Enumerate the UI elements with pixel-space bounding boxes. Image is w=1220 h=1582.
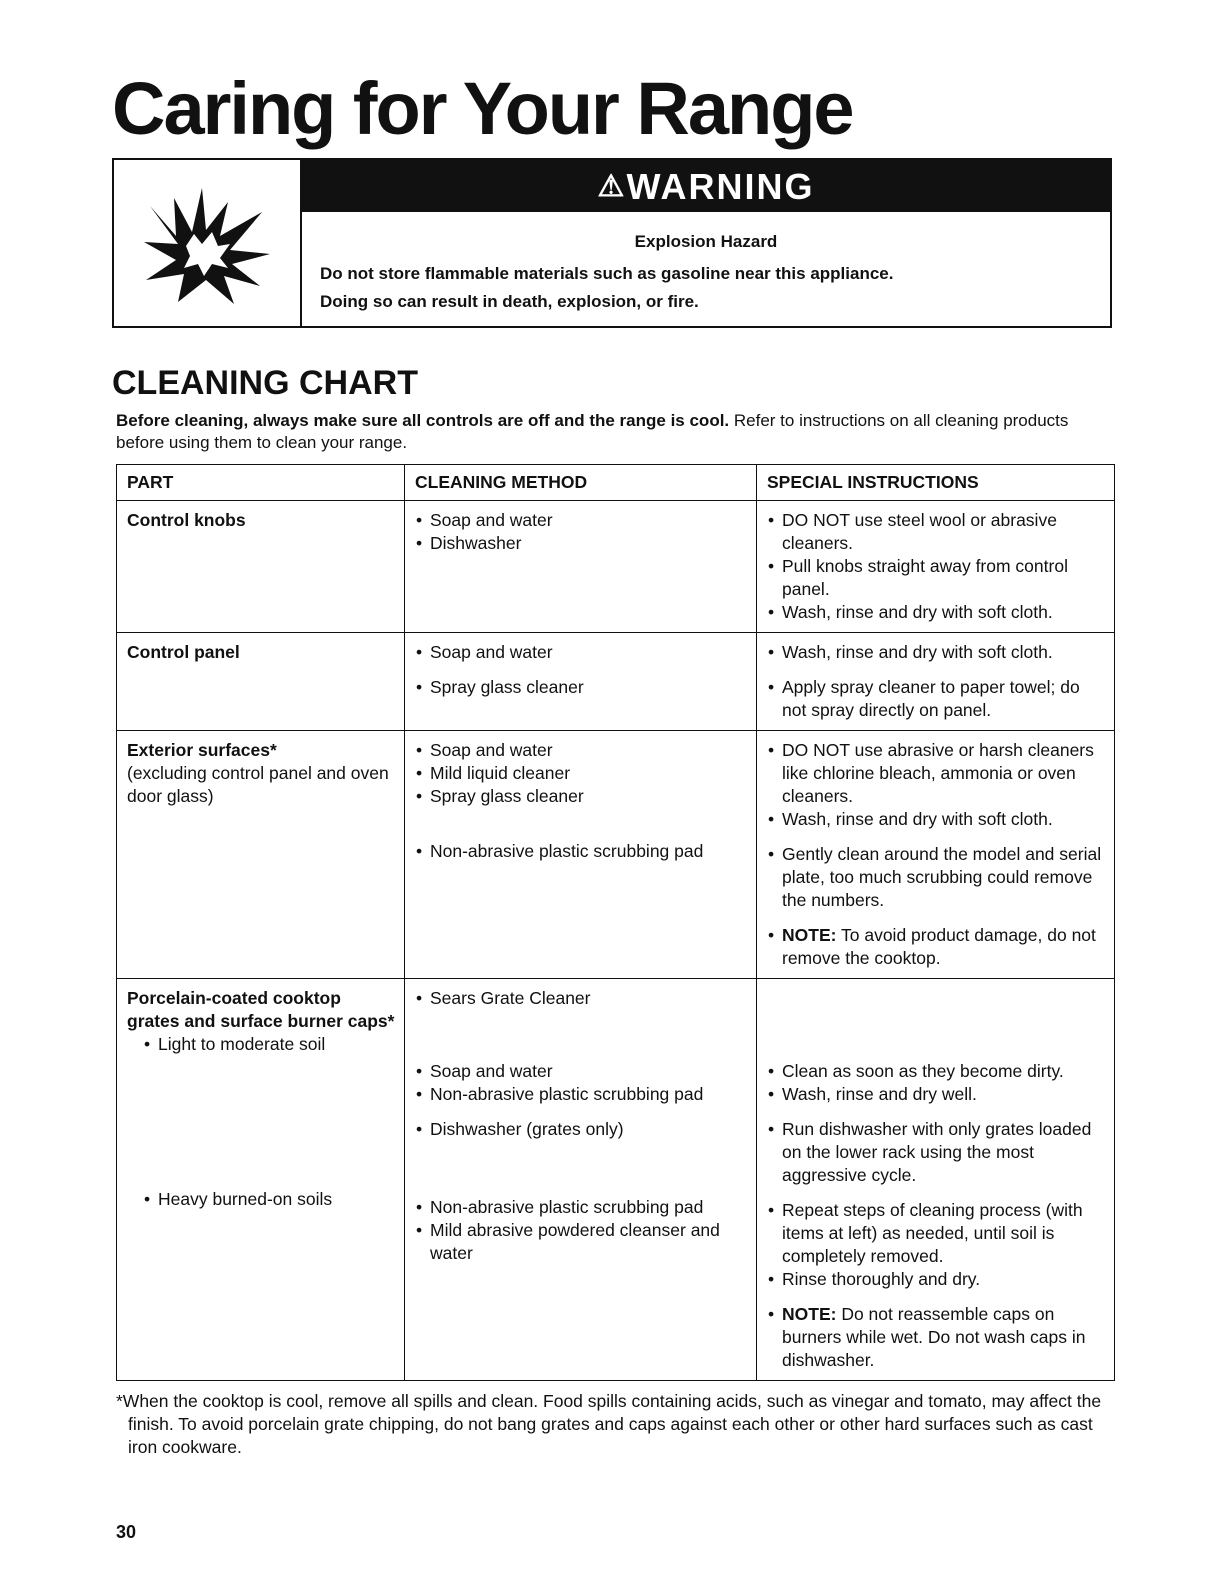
- instruction-item: • Rinse thoroughly and dry.: [767, 1268, 1106, 1291]
- method-item: • Sears Grate Cleaner: [415, 987, 748, 1010]
- warning-triangle-icon: ⚠: [597, 170, 627, 203]
- note-item: [767, 924, 1106, 970]
- page-number: 30: [116, 1522, 137, 1542]
- explosion-icon: [142, 184, 272, 304]
- intro-paragraph: [116, 410, 1096, 454]
- instruction-item: • Gently clean around the model and serial plate, too much scrubbing could remove the numbers.: [767, 843, 1106, 912]
- method-item: • Mild abrasive powdered cleanser and water: [415, 1219, 748, 1265]
- header-method: CLEANING METHOD: [405, 465, 757, 501]
- note-text: Do not reassemble caps on burners while wet. Do not wash caps in dishwasher.: [782, 1304, 1086, 1370]
- warning-subtitle: Explosion Hazard: [634, 232, 778, 251]
- intro-rest: Refer to instructions on all cleaning products before using them to clean your range.: [116, 411, 1069, 452]
- instruction-item: • Wash, rinse and dry with soft cloth.: [767, 808, 1106, 831]
- method-item: • Soap and water: [415, 1060, 748, 1083]
- method-item: • Soap and water: [415, 739, 748, 762]
- part-name: Control panel: [127, 642, 240, 662]
- section-heading: CLEANING CHART: [112, 364, 418, 402]
- method-item: • Spray glass cleaner: [415, 676, 748, 699]
- method-item: • Non-abrasive plastic scrubbing pad: [415, 840, 748, 863]
- part-name: Control knobs: [127, 510, 246, 530]
- cleaning-chart-table: [116, 464, 1115, 1381]
- method-item: • Non-abrasive plastic scrubbing pad: [415, 1083, 748, 1106]
- footnote: *When the cooktop is cool, remove all spills and clean. Food spills containing acids, such as vinegar and tomato, may affect the finish. To avoid porcelain grate chipping, do not bang grates and caps against each other or other hard surfaces such as cast iron cookware.: [116, 1391, 1102, 1457]
- table-row-porcelain-grates: [117, 979, 1115, 1381]
- instruction-item: • Pull knobs straight away from control panel.: [767, 555, 1106, 601]
- table-row-control-knobs: [117, 501, 1115, 633]
- intro-bold: Before cleaning, always make sure all controls are off and the range is cool.: [116, 411, 730, 430]
- header-instructions: SPECIAL INSTRUCTIONS: [757, 465, 1115, 501]
- warning-box: [112, 158, 1112, 328]
- instruction-item: • DO NOT use steel wool or abrasive cleaners.: [767, 509, 1106, 555]
- part-name: Porcelain-coated cooktop grates and surface burner caps*: [127, 988, 395, 1031]
- instruction-item: • Wash, rinse and dry with soft cloth.: [767, 641, 1106, 664]
- note-label: NOTE:: [782, 925, 837, 945]
- page-title: Caring for Your Range: [112, 67, 853, 150]
- method-item: • Dishwasher (grates only): [415, 1118, 748, 1141]
- part-name: Exterior surfaces*: [127, 740, 277, 760]
- method-item: • Non-abrasive plastic scrubbing pad: [415, 1196, 748, 1219]
- warning-line-2: Doing so can result in death, explosion, or fire.: [320, 292, 699, 311]
- method-item: • Dishwasher: [415, 532, 748, 555]
- method-item: • Spray glass cleaner: [415, 785, 748, 808]
- instruction-item: • Wash, rinse and dry well.: [767, 1083, 1106, 1106]
- warning-icon-cell: [114, 160, 302, 326]
- method-item: • Soap and water: [415, 641, 748, 664]
- soil-level-light: • Light to moderate soil: [143, 1033, 396, 1056]
- note-text: To avoid product damage, do not remove the cooktop.: [782, 925, 1096, 968]
- header-part: PART: [117, 465, 405, 501]
- instruction-item: • DO NOT use abrasive or harsh cleaners like chlorine bleach, ammonia or oven cleaners.: [767, 739, 1106, 808]
- instruction-item: • Wash, rinse and dry with soft cloth.: [767, 601, 1106, 624]
- method-item: • Mild liquid cleaner: [415, 762, 748, 785]
- instruction-item: • Run dishwasher with only grates loaded on the lower rack using the most aggressive cycle.: [767, 1118, 1106, 1187]
- instruction-item: • Repeat steps of cleaning process (with items at left) as needed, until soil is completely removed.: [767, 1199, 1106, 1268]
- table-row-control-panel: [117, 633, 1115, 731]
- warning-line-1: Do not store flammable materials such as gasoline near this appliance.: [320, 264, 894, 283]
- part-note: (excluding control panel and oven door glass): [127, 763, 389, 806]
- method-item: • Soap and water: [415, 509, 748, 532]
- soil-level-heavy: • Heavy burned-on soils: [143, 1188, 396, 1211]
- note-label: NOTE:: [782, 1304, 837, 1324]
- instruction-item: • Apply spray cleaner to paper towel; do not spray directly on panel.: [767, 676, 1106, 722]
- warning-banner: [302, 160, 1110, 212]
- instruction-item: • Clean as soon as they become dirty.: [767, 1060, 1106, 1083]
- table-row-exterior-surfaces: [117, 731, 1115, 979]
- note-item: [767, 1303, 1106, 1372]
- warning-label: WARNING: [626, 166, 815, 207]
- table-header-row: [117, 465, 1115, 501]
